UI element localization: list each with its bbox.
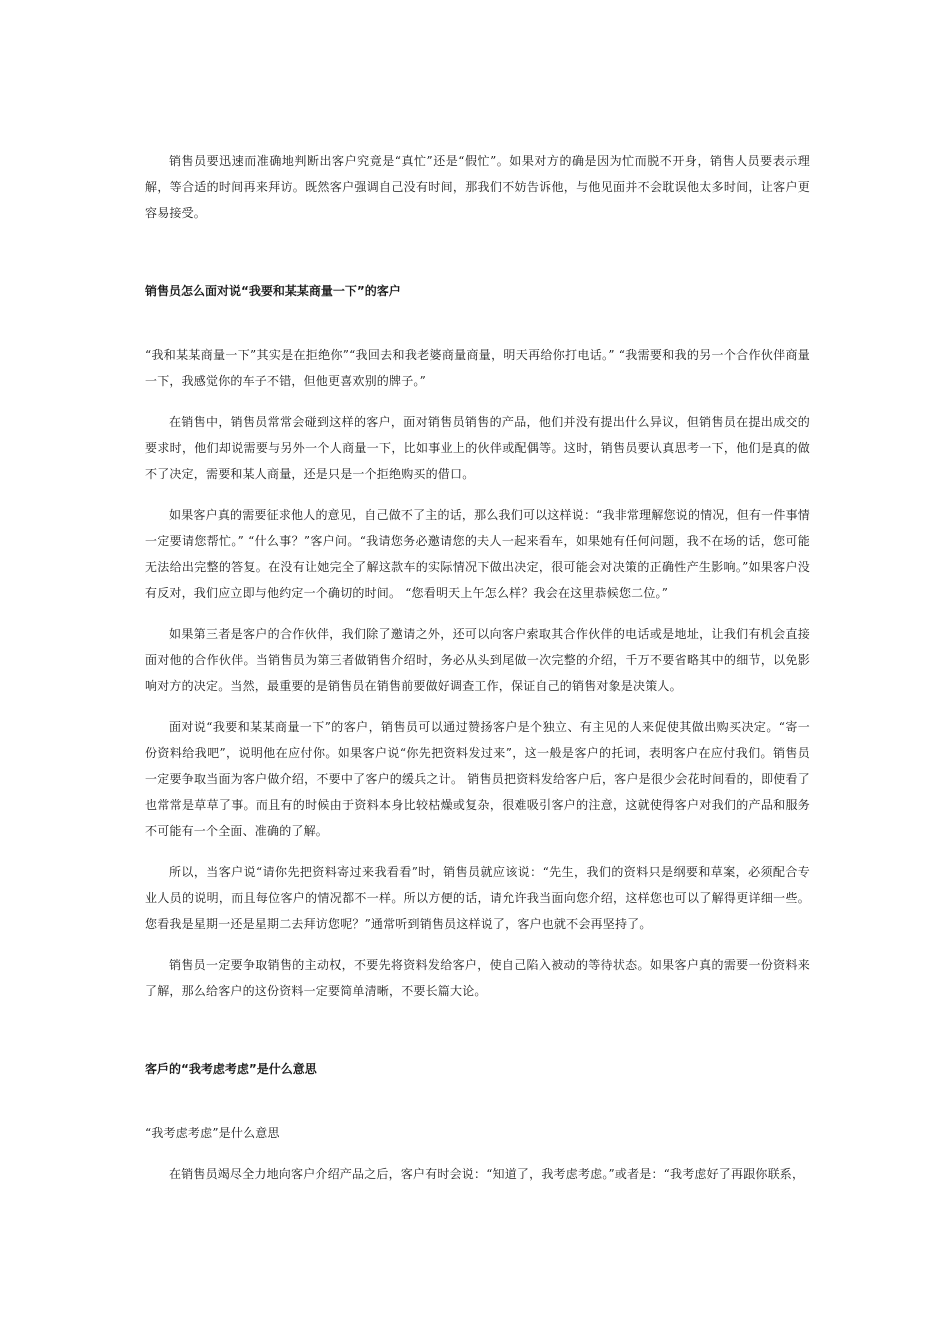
- paragraph: 面对说“我要和某某商量一下”的客户，销售员可以通过赞扬客户是个独立、有主见的人来促使其做出购买决定。“寄一份资料给我吧”，说明他在应付你。如果客户说“你先把资料发过来”，这一般是客户的托词，表明客户在应付我们。销售员一定要争取当面为客户做介绍，不要中了客户的缓兵之计。 销售员把资料发给客户后，客户是很少会花时间看的，即使看了也常常是草草了事。而且有的时候由于资料本身比较枯燥或复杂，很难吸引客户的注意，这就使得客户对我们的产品和服务不可能有一个全面、准确的了解。: [145, 720, 810, 838]
- paragraph: “我和某某商量一下”其实是在拒绝你”“我回去和我老婆商量商量，明天再给你打电话。” “我需要和我的另一个合作伙伴商量一下，我感觉你的车子不错，但他更喜欢别的牌子。”: [145, 348, 810, 388]
- paragraph: 所以，当客户说“请你先把资料寄过来我看看”时，销售员就应该说：“先生，我们的资料只是纲要和草案，必须配合专业人员的说明，而且每位客户的情况都不一样。所以方便的话，请允许我当面向您介绍，这样您也可以了解得更详细一些。您看我是星期一还是星期二去拜访您呢？”通常听到销售员这样说了，客户也就不会再坚持了。: [145, 865, 810, 931]
- paragraph: 在销售员竭尽全力地向客户介绍产品之后，客户有时会说：“知道了，我考虑考虑。”或者是：“我考虑好了再跟你联系，: [169, 1167, 805, 1181]
- section-heading: 客戶的“我考虑考虑”是什么意思: [145, 1062, 317, 1076]
- paragraph: 在销售中，销售员常常会碰到这样的客户，面对销售员销售的产品，他们并没有提出什么异议，但销售员在提出成交的要求时，他们却说需要与另外一个人商量一下，比如事业上的伙伴或配偶等。这时，销售员要认真思考一下，他们是真的做不了决定，需要和某人商量，还是只是一个拒绝购买的借口。: [145, 415, 810, 481]
- paragraph: 销售员要迅速而准确地判断出客户究竟是“真忙”还是“假忙”。如果对方的确是因为忙而脱不开身，销售人员要表示理解，等合适的时间再来拜访。既然客户强调自己没有时间，那我们不妨告诉他，与他见面并不会耽误他太多时间，让客户更容易接受。: [145, 154, 810, 220]
- paragraph: 销售员一定要争取销售的主动权，不要先将资料发给客户，使自己陷入被动的等待状态。如果客户真的需要一份资料来了解，那么给客户的这份资料一定要简单清晰，不要长篇大论。: [145, 958, 810, 998]
- paragraph: 如果客户真的需要征求他人的意见，自己做不了主的话，那么我们可以这样说：“我非常理解您说的情况，但有一件事情一定要请您帮忙。” “什么事？”客户问。“我请您务必邀请您的夫人一起来看车，如果她有任何问题，我不在场的话，您可能无法给出完整的答复。在没有让她完全了解这款车的实际情况下做出决定，很可能会对决策的正确性产生影响。”如果客户没有反对，我们应立即与他约定一个确切的时间。 “您看明天上午怎么样？我会在这里恭候您二位。”: [145, 508, 810, 600]
- section-heading: 销售员怎么面对说“我要和某某商量一下”的客户: [145, 284, 401, 298]
- paragraph: “我考虑考虑”是什么意思: [145, 1126, 280, 1140]
- paragraph: 如果第三者是客户的合作伙伴，我们除了邀请之外，还可以向客户索取其合作伙伴的电话或是地址，让我们有机会直接面对他的合作伙伴。当销售员为第三者做销售介绍时，务必从头到尾做一次完整的介绍，千万不要省略其中的细节，以免影响对方的决定。当然，最重要的是销售员在销售前要做好调查工作，保证自己的销售对象是决策人。: [145, 627, 810, 693]
- document-page: [145, 148, 810, 1187]
